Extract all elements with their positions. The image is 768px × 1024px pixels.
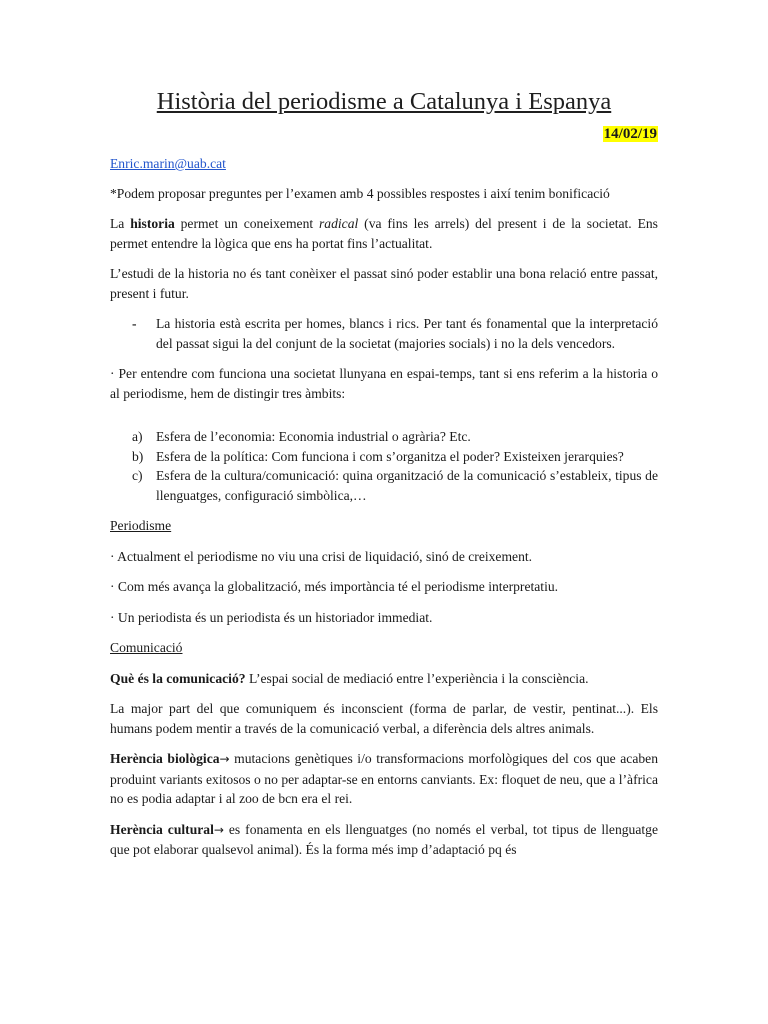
entendre-paragraph: · Per entendre com funciona una societat llunyana en espai-temps, tant si ens referim a la historia o al periodisme, hem de distingir tres àmbits: — [110, 366, 658, 401]
herencia-biologica-term: Herència biològica — [110, 751, 220, 766]
historia-lead: La — [110, 216, 131, 231]
list-item — [110, 314, 658, 353]
document-title: Història del periodisme a Catalunya i Espanya — [156, 88, 612, 115]
herencia-biologica-text: mutacions genètiques i/o transformacions morfològiques del cos que acaben produint variants exitosos o no per adaptar-se en entorns canviants. Ex: floquet de neu, que a l’àfrica no es podia adaptar i al zoo de bcn era el rei. — [110, 751, 659, 806]
que-es-question: Què és la comunicació? — [110, 670, 246, 686]
list-item-text: Esfera de l’economia: Economia industrial o agrària? Etc. — [156, 429, 471, 444]
herencia-cultural-paragraph — [110, 820, 658, 860]
historia-mid: permet un coneixement — [174, 216, 320, 231]
herencia-biologica-paragraph — [110, 749, 658, 809]
list-item-text: Esfera de la cultura/comunicació: quina organització de la comunicació s’estableix, tipus de llenguatges, configuració simbòlica,… — [156, 468, 658, 503]
historia-rest: (va fins les arrels) del present i de la societat. Ens permet entendre la lògica que ens ha portat fins l’actualitat. — [110, 216, 658, 251]
que-es-answer: L’espai social de mediació entre l’experiència i la consciència. — [245, 670, 589, 686]
list-marker: c) — [132, 468, 143, 483]
herencia-cultural-text: es fonamenta en els llenguatges (no només el verbal, tot tipus de llenguatge que pot elaborar qualsevol animal). És la forma més imp d’adaptació pq és — [110, 821, 658, 857]
historia-bold-term: historia — [130, 216, 175, 231]
periodisme-bullet: · Actualment el periodisme no viu una crisi de liquidació, sinó de creixement. — [110, 548, 533, 564]
que-es-comunicacio-paragraph — [110, 669, 658, 689]
arrow-right-icon: → — [213, 822, 224, 837]
section-heading-periodisme: Periodisme — [110, 518, 172, 533]
date-row — [110, 124, 658, 146]
list-item-text: Esfera de la política: Com funciona i com s’organitza el poder? Existeixen jerarquies? — [156, 448, 624, 464]
dash-list — [110, 314, 658, 353]
arrow-right-icon: → — [219, 752, 230, 766]
alpha-list — [110, 427, 658, 505]
periodisme-bullet: · Un periodista és un periodista és un historiador immediat. — [110, 609, 433, 625]
email-link[interactable]: Enric.marin@uab.cat — [110, 156, 226, 171]
date-highlight: 14/02/19 — [603, 126, 657, 142]
list-marker: a) — [132, 429, 143, 444]
list-marker: b) — [132, 448, 144, 464]
herencia-cultural-term: Herència cultural — [110, 821, 214, 837]
list-item — [110, 466, 658, 505]
list-item — [110, 427, 658, 447]
estudi-paragraph: L’estudi de la historia no és tant conèixer el passat sinó poder establir una bona relació entre passat, present i futur. — [110, 266, 658, 301]
list-item-text: La historia està escrita per homes, blancs i rics. Per tant és fonamental que la interpretació del passat sigui la del conjunt de la societat (majories socials) i no la dels vencedors. — [156, 316, 658, 351]
major-part-paragraph: La major part del que comuniquem és inconscient (forma de parlar, de vestir, pentinat...). Els humans podem mentir a través de la comunicació verbal, a diferència dels altres animals. — [110, 701, 658, 736]
list-item — [110, 447, 658, 467]
historia-italic-term: radical — [319, 216, 359, 231]
dash-marker: - — [132, 316, 137, 331]
note-paragraph: *Podem proposar preguntes per l’examen amb 4 possibles respostes i així tenim bonificació — [110, 185, 610, 201]
section-heading-comunicacio: Comunicació — [110, 640, 183, 655]
email-paragraph — [110, 154, 658, 174]
document-body — [110, 84, 658, 860]
periodisme-bullet: · Com més avança la globalització, més importància té el periodisme interpretatiu. — [110, 579, 559, 594]
historia-paragraph — [110, 214, 658, 253]
